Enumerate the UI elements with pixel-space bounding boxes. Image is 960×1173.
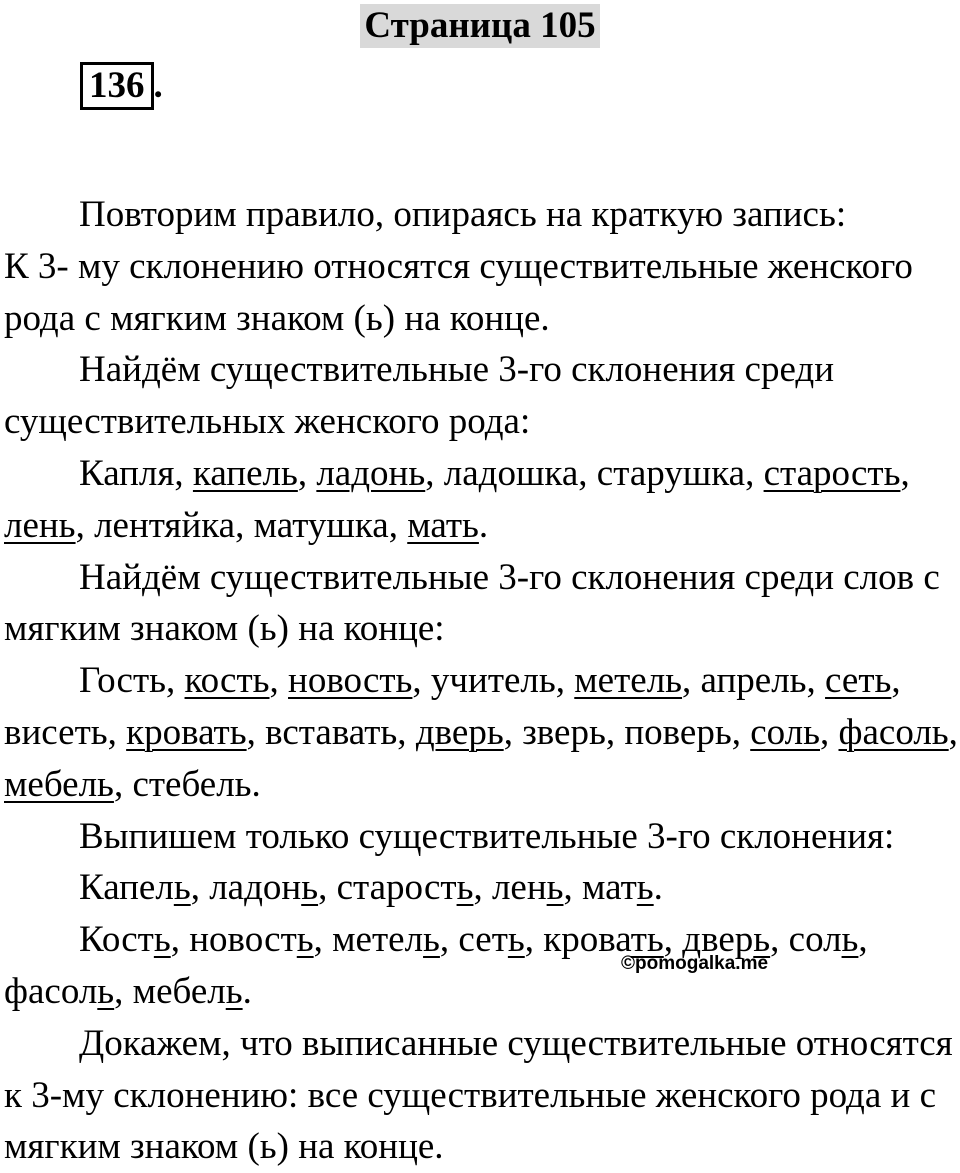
paragraph-soft-sign-list xyxy=(4,655,958,810)
word-text: Кост xyxy=(79,919,154,961)
underlined-word: сеть xyxy=(825,660,892,702)
word-text: . xyxy=(653,867,663,909)
paragraph-write-out: Выпишем только существительные 3-го склонения: xyxy=(79,815,895,857)
page-header xyxy=(0,0,960,48)
word-text: Гость, xyxy=(79,660,185,702)
word-text: , метел xyxy=(313,919,424,961)
paragraph-feminine-list xyxy=(4,448,958,552)
word-text: , стебель. xyxy=(113,763,261,805)
underlined-ending: ь xyxy=(507,919,525,961)
word-text: , крова xyxy=(524,919,631,961)
underlined-word: мать xyxy=(407,504,479,546)
underlined-word: дверь xyxy=(415,711,504,753)
word-text: , мебел xyxy=(114,970,226,1012)
task-number-box: 136 xyxy=(80,62,154,110)
underlined-word: мебель xyxy=(4,763,114,805)
word-text: , новост xyxy=(170,919,297,961)
word-text: , зверь, поверь, xyxy=(503,711,751,753)
task-number-suffix: . xyxy=(153,65,163,106)
word-text: . xyxy=(242,970,252,1012)
underlined-word: фасоль xyxy=(838,711,949,753)
underlined-ending: ь xyxy=(636,867,654,909)
paragraph-task-feminine: Найдём существительные 3-го склонения среди существительных женского рода: xyxy=(4,349,835,443)
underlined-word: кровать xyxy=(126,711,247,753)
paragraph-rule-intro: Повторим правило, опираясь на краткую запись: xyxy=(79,194,847,235)
word-text: , xyxy=(900,452,910,494)
paragraph-task-soft-sign: Найдём существительные 3-го склонения среди слов с мягким знаком (ь) на конце: xyxy=(4,556,940,650)
word-text: , сол xyxy=(770,919,842,961)
underlined-ending: ь xyxy=(153,919,171,961)
word-text: , xyxy=(948,711,958,753)
paragraph-answer-feminine xyxy=(4,862,958,914)
word-text: , двер xyxy=(663,919,754,961)
underlined-ending: ть xyxy=(630,919,664,961)
word-text: , апрель, xyxy=(682,660,826,702)
underlined-ending: ь xyxy=(301,867,319,909)
underlined-ending: ь xyxy=(423,919,440,961)
underlined-ending: ь xyxy=(173,867,191,909)
paragraph-answer-soft-sign xyxy=(4,914,958,1018)
word-text: , учитель, xyxy=(412,660,575,702)
word-text: , ладон xyxy=(190,867,302,909)
underlined-ending: ь xyxy=(753,919,771,961)
underlined-ending: ь xyxy=(546,867,564,909)
word-text: , xyxy=(297,452,317,494)
paragraph-proof: Докажем, что выписанные существительные относятся к 3-му склонению: все существительные женского рода и с мягким знаком (ь) на конце. xyxy=(4,1022,953,1168)
word-text: . xyxy=(478,504,489,546)
underlined-word: кость xyxy=(184,660,270,702)
word-text: , ладошка, старушка, xyxy=(425,452,764,494)
underlined-ending: ь xyxy=(296,919,314,961)
word-text: , старост xyxy=(318,867,457,909)
paragraph-rule: К 3- му склонению относятся существительные женского рода с мягким знаком (ь) на конце. xyxy=(4,245,913,339)
underlined-ending: ь xyxy=(841,919,859,961)
word-text: , фасол xyxy=(4,919,868,1012)
solution-text xyxy=(4,189,958,1173)
page-title: Страница 105 xyxy=(360,4,599,48)
word-text: Капел xyxy=(79,867,174,909)
word-text: , вставать, xyxy=(246,711,416,753)
underlined-word: ладонь xyxy=(316,452,426,494)
underlined-word: старость xyxy=(763,452,901,494)
underlined-word: метель xyxy=(574,660,683,702)
underlined-word: новость xyxy=(288,660,413,702)
underlined-word: соль xyxy=(750,711,820,753)
word-text: , мат xyxy=(563,867,637,909)
word-text: , xyxy=(820,711,839,753)
task-number xyxy=(80,62,163,110)
word-text: , висеть, xyxy=(4,660,901,753)
underlined-ending: ь xyxy=(97,970,115,1012)
word-text: , лен xyxy=(473,867,547,909)
underlined-ending: ь xyxy=(456,867,474,909)
watermark: ©pomogalka.me xyxy=(621,953,769,974)
word-text: , сет xyxy=(439,919,508,961)
word-text: , лентяйка, матушка, xyxy=(75,504,408,546)
word-text: , xyxy=(269,660,289,702)
underlined-word: капель xyxy=(192,452,298,494)
underlined-ending: ь xyxy=(225,970,243,1012)
underlined-word: лень xyxy=(4,504,76,546)
word-text: Капля, xyxy=(79,452,193,494)
